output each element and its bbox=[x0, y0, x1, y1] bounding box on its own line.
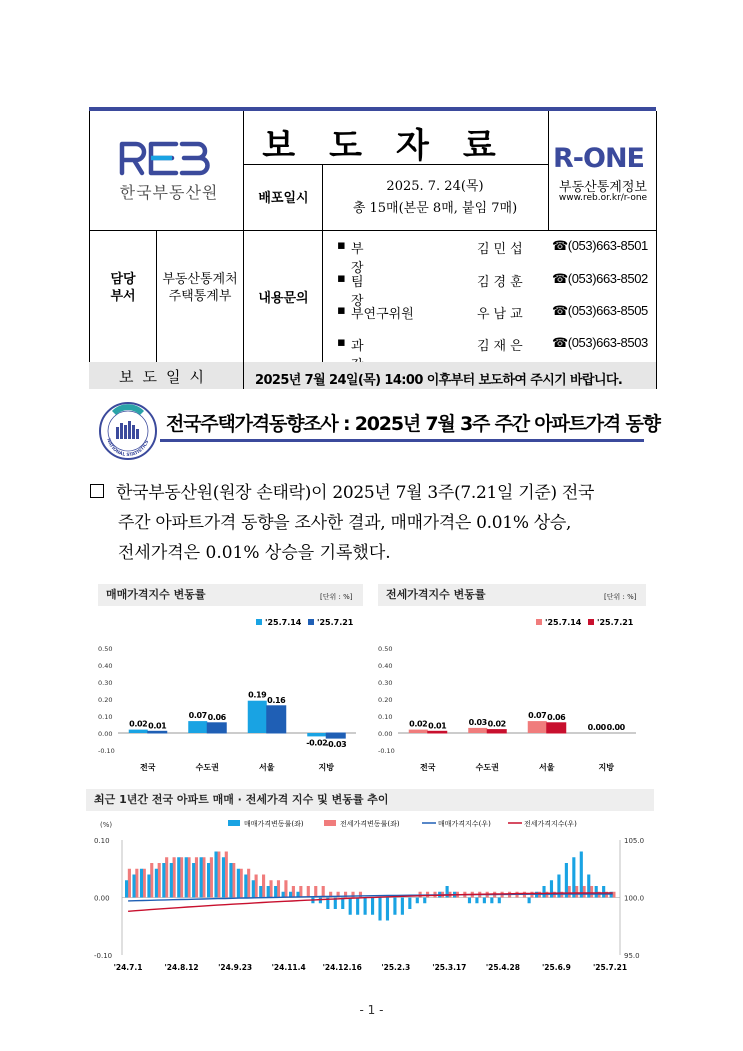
legend-label: 매매가격변동률(좌) bbox=[244, 820, 304, 828]
bar bbox=[148, 731, 167, 733]
sale-rate-bar bbox=[386, 898, 389, 921]
legend-label: '25.7.21 bbox=[317, 618, 354, 627]
y-tick-label: 0.30 bbox=[98, 679, 113, 687]
y-tick-label: 95.0 bbox=[624, 952, 640, 960]
rent-rate-bar bbox=[210, 857, 213, 897]
rent-rate-bar bbox=[158, 863, 161, 898]
x-tick-label: 전국 bbox=[140, 763, 156, 772]
x-tick-label: 전국 bbox=[420, 763, 436, 772]
rent-rate-bar bbox=[255, 875, 258, 898]
y-tick-label: 0.40 bbox=[98, 662, 113, 670]
sale-rate-bar bbox=[319, 898, 322, 904]
sale-rate-bar bbox=[222, 857, 225, 897]
rent-rate-bar bbox=[568, 886, 571, 898]
sale-rate-bar bbox=[267, 886, 270, 898]
bar bbox=[487, 730, 506, 733]
contact-phone[interactable]: ☎(053)663-8505 bbox=[552, 303, 648, 318]
sale-rate-bar bbox=[356, 898, 359, 915]
checkbox-square-icon bbox=[90, 484, 104, 498]
sale-rate-bar bbox=[364, 898, 367, 915]
contact-name: 김경훈 bbox=[477, 275, 527, 290]
contact-role: 과 bbox=[351, 339, 402, 354]
release-date: 2025. 7. 24(목) bbox=[386, 179, 484, 194]
dept-line: 부동산통계처 bbox=[162, 272, 238, 287]
bullet-icon: ▪ bbox=[337, 271, 346, 286]
bar bbox=[428, 731, 447, 733]
contact-role: 부연구위원 bbox=[351, 307, 414, 322]
rent-rate-bar bbox=[173, 857, 176, 897]
headline: 전국주택가격동향조사 : 2025년 7월 3주 주간 아파트가격 동향 bbox=[166, 413, 660, 435]
bar bbox=[207, 723, 226, 733]
legend-swatch bbox=[308, 619, 314, 625]
sale-rate-bar bbox=[393, 898, 396, 915]
data-label: 0.03 bbox=[468, 717, 487, 727]
data-label: 0.02 bbox=[129, 719, 148, 729]
legend-label: '25.7.21 bbox=[597, 618, 634, 627]
rone-name: 부동산통계정보 bbox=[559, 180, 647, 195]
embargo-text: 2025년 7월 24일(목) 14:00 이후부터 보도하여 주시기 바랍니다. bbox=[255, 373, 623, 388]
embargo-label: 보도일시 bbox=[119, 368, 213, 386]
sale-rate-bar bbox=[542, 886, 545, 898]
sale-rate-bar bbox=[378, 898, 381, 921]
sale-rate-bar bbox=[565, 863, 568, 898]
sale-rate-bar bbox=[416, 898, 419, 904]
summary-paragraph bbox=[90, 478, 660, 568]
rent-rate-bar bbox=[269, 880, 272, 897]
y-tick-label: 0.50 bbox=[98, 645, 113, 653]
sale-rate-bar bbox=[162, 863, 165, 898]
rent-rate-bar bbox=[583, 886, 586, 898]
rent-rate-bar bbox=[195, 857, 198, 897]
y-tick-label: 105.0 bbox=[624, 837, 645, 845]
sale-rate-bar bbox=[200, 857, 203, 897]
trend-combo-chart bbox=[86, 815, 656, 975]
y-tick-label: -0.10 bbox=[98, 747, 115, 755]
bullet-icon: ▪ bbox=[337, 238, 346, 253]
legend-swatch bbox=[228, 820, 240, 826]
y-tick-label: 0.20 bbox=[98, 696, 113, 704]
sale-rate-bar bbox=[259, 886, 262, 898]
rent-rate-bar bbox=[135, 869, 138, 898]
contact-name: 우남교 bbox=[477, 307, 527, 322]
sale-rate-bar bbox=[192, 863, 195, 898]
x-tick-label: '24.7.1 bbox=[113, 963, 143, 972]
rent-rate-bar bbox=[307, 886, 310, 898]
sale-rate-bar bbox=[408, 898, 411, 910]
data-label: -0.03 bbox=[325, 740, 347, 750]
rent-rate-bar bbox=[284, 880, 287, 897]
bar bbox=[129, 730, 148, 733]
rone-logo bbox=[552, 143, 650, 173]
contact-name: 김재은 bbox=[477, 339, 527, 354]
contact-phone[interactable]: ☎(053)663-8501 bbox=[552, 238, 648, 253]
x-tick-label: 서울 bbox=[259, 763, 275, 772]
dept-line: 주택통계부 bbox=[168, 289, 232, 304]
rent-rate-bar bbox=[128, 869, 131, 898]
bullet-icon: ▪ bbox=[337, 303, 346, 318]
rent-rate-bar bbox=[299, 886, 302, 898]
chart-title-trend bbox=[86, 789, 654, 811]
data-label: 0.02 bbox=[409, 719, 428, 729]
bullet-icon: ▪ bbox=[337, 335, 346, 350]
sale-rate-bar bbox=[371, 898, 374, 915]
org-name: 한국부동산원 bbox=[119, 183, 219, 202]
sale-rate-bar bbox=[274, 886, 277, 898]
rent-rate-bar bbox=[187, 857, 190, 897]
paragraph-line: 주간 아파트가격 동향을 조사한 결과, 매매가격은 0.01% 상승, bbox=[118, 513, 572, 533]
rent-bar-chart bbox=[378, 612, 648, 777]
data-label: 0.06 bbox=[207, 712, 226, 722]
sale-rate-bar bbox=[446, 886, 449, 898]
x-tick-label: 서울 bbox=[539, 763, 555, 772]
svg-text:REB: REB bbox=[118, 138, 121, 139]
contact-row bbox=[337, 238, 657, 276]
contact-name: 김민섭 bbox=[477, 242, 527, 257]
contact-phone[interactable]: ☎(053)663-8502 bbox=[552, 271, 648, 286]
y-tick-label: -0.10 bbox=[94, 952, 113, 960]
rent-rate-bar bbox=[314, 886, 317, 898]
page-number: - 1 - bbox=[359, 1003, 384, 1017]
sale-rate-bar bbox=[528, 898, 531, 904]
legend-label: '25.7.14 bbox=[265, 618, 302, 627]
data-label: 0.19 bbox=[248, 690, 267, 700]
sale-rate-bar bbox=[490, 898, 493, 904]
headline-rule bbox=[160, 439, 644, 442]
bar bbox=[409, 730, 428, 733]
sale-rate-bar bbox=[550, 880, 553, 897]
sale-rate-bar bbox=[237, 869, 240, 898]
contact-row bbox=[337, 271, 657, 309]
sale-rate-bar bbox=[252, 880, 255, 897]
contact-phone[interactable]: ☎(053)663-8503 bbox=[552, 335, 648, 350]
left-unit: (%) bbox=[100, 821, 113, 829]
rent-rate-bar bbox=[217, 852, 220, 898]
chart-title-text: 매매가격지수 변동률 bbox=[106, 588, 206, 601]
y-tick-label: 100.0 bbox=[624, 894, 645, 903]
y-tick-label: -0.10 bbox=[378, 747, 395, 755]
data-label: -0.02 bbox=[306, 738, 328, 748]
sale-rate-bar bbox=[401, 898, 404, 915]
legend-label: 전세가격지수(우) bbox=[524, 820, 577, 828]
x-tick-label: '24.12.16 bbox=[322, 963, 362, 972]
sale-rate-bar bbox=[147, 875, 150, 898]
sale-rate-bar bbox=[580, 852, 583, 898]
sale-rate-bar bbox=[177, 857, 180, 897]
chart-title-text: 최근 1년간 전국 아파트 매매 · 전세가격 지수 및 변동률 추이 bbox=[94, 793, 389, 806]
y-tick-label: 0.00 bbox=[378, 730, 393, 738]
bar bbox=[248, 701, 267, 733]
rent-rate-bar bbox=[143, 869, 146, 898]
svg-text:R-ONE: R-ONE bbox=[553, 143, 644, 173]
inquiry-label: 내용문의 bbox=[258, 291, 309, 306]
y-tick-label: 0.00 bbox=[98, 730, 113, 738]
sale-bar-chart bbox=[98, 612, 366, 777]
y-tick-label: 0.00 bbox=[94, 894, 110, 903]
contact-row bbox=[337, 303, 657, 323]
sale-rate-bar bbox=[155, 869, 158, 898]
rent-rate-bar bbox=[575, 886, 578, 898]
dept-value bbox=[158, 271, 242, 305]
sale-rate-bar bbox=[572, 857, 575, 897]
table-divider bbox=[548, 111, 549, 230]
data-label: 0.01 bbox=[148, 721, 167, 731]
reb-logo bbox=[118, 138, 210, 176]
data-label: 0.02 bbox=[487, 719, 506, 729]
rent-rate-bar bbox=[262, 875, 265, 898]
bar bbox=[326, 733, 345, 738]
rent-rate-bar bbox=[180, 857, 183, 897]
legend-swatch bbox=[256, 619, 262, 625]
dept-label-text: 담당 부서 bbox=[110, 272, 136, 304]
bar bbox=[547, 723, 566, 733]
bar bbox=[528, 721, 547, 733]
y-tick-label: 0.50 bbox=[378, 645, 393, 653]
chart-unit: [단위 : %] bbox=[604, 593, 637, 601]
rent-rate-bar bbox=[165, 857, 168, 897]
national-statistics-seal-icon bbox=[98, 401, 158, 461]
sale-rate-bar bbox=[125, 880, 128, 897]
rent-rate-bar bbox=[590, 886, 593, 898]
bar bbox=[468, 728, 487, 733]
x-tick-label: 지방 bbox=[598, 763, 614, 772]
page-count: 총 15매(본문 8매, 붙임 7매) bbox=[352, 201, 518, 216]
rent-rate-bar bbox=[202, 857, 205, 897]
data-label: 0.07 bbox=[188, 711, 207, 721]
sale-rate-bar bbox=[595, 886, 598, 898]
contact-row bbox=[337, 335, 657, 355]
rent-rate-bar bbox=[240, 869, 243, 898]
rent-rate-bar bbox=[612, 892, 615, 898]
legend-label: '25.7.14 bbox=[545, 618, 582, 627]
table-border-left bbox=[89, 111, 90, 389]
table-divider bbox=[243, 362, 244, 389]
x-tick-label: 수도권 bbox=[195, 763, 219, 772]
y-tick-label: 0.10 bbox=[378, 713, 393, 721]
x-tick-label: '24.8.12 bbox=[164, 963, 199, 972]
sale-rate-bar bbox=[475, 898, 478, 904]
svg-text:NATIONAL STATISTICS: NATIONAL STATISTICS bbox=[105, 438, 151, 459]
y-tick-label: 0.40 bbox=[378, 662, 393, 670]
sale-rate-bar bbox=[498, 898, 501, 904]
y-tick-label: 0.30 bbox=[378, 679, 393, 687]
sale-rate-bar bbox=[207, 863, 210, 898]
sale-rate-bar bbox=[468, 898, 471, 904]
sale-rate-bar bbox=[602, 886, 605, 898]
table-divider bbox=[89, 230, 656, 231]
rent-rate-bar bbox=[359, 892, 362, 898]
doc-type-title: 보도자료 bbox=[262, 126, 530, 166]
y-tick-label: 0.20 bbox=[378, 696, 393, 704]
data-label: 0.07 bbox=[528, 711, 547, 721]
sale-rate-bar bbox=[132, 875, 135, 898]
x-tick-label: '24.11.4 bbox=[271, 963, 306, 972]
rone-url[interactable]: www.reb.or.kr/r-one bbox=[558, 193, 648, 203]
data-label: 0.01 bbox=[428, 721, 447, 731]
x-tick-label: 수도권 bbox=[475, 763, 499, 772]
sale-rate-bar bbox=[244, 875, 247, 898]
rent-rate-bar bbox=[277, 880, 280, 897]
legend-swatch bbox=[536, 619, 542, 625]
rent-rate-bar bbox=[150, 863, 153, 898]
bar bbox=[307, 733, 326, 736]
data-label: 0.06 bbox=[547, 712, 566, 722]
legend-swatch bbox=[588, 619, 594, 625]
bar bbox=[267, 706, 286, 733]
release-label: 배포일시 bbox=[258, 191, 309, 206]
rent-rate-bar bbox=[292, 886, 295, 898]
sale-rate-bar bbox=[349, 898, 352, 915]
paragraph-line: 전세가격은 0.01% 상승을 기록했다. bbox=[118, 543, 391, 563]
y-tick-label: 0.10 bbox=[98, 713, 113, 721]
sale-rate-bar bbox=[483, 898, 486, 904]
sale-rate-bar bbox=[423, 898, 426, 904]
release-info bbox=[323, 176, 547, 220]
x-tick-label: '25.6.9 bbox=[542, 963, 571, 972]
sale-rate-bar bbox=[229, 863, 232, 898]
legend-swatch bbox=[324, 820, 336, 826]
x-tick-label: 지방 bbox=[318, 763, 334, 772]
x-tick-label: '25.4.28 bbox=[485, 963, 520, 972]
sale-rate-bar bbox=[170, 863, 173, 898]
rent-rate-bar bbox=[247, 869, 250, 898]
legend-label: 전세가격변동률(좌) bbox=[340, 820, 400, 828]
table-divider bbox=[156, 230, 157, 362]
rent-rate-bar bbox=[225, 852, 228, 898]
x-tick-label: '25.7.21 bbox=[592, 963, 628, 972]
x-tick-label: '25.2.3 bbox=[381, 963, 411, 972]
sale-rate-bar bbox=[140, 869, 143, 898]
paragraph-line bbox=[90, 478, 660, 508]
data-label: 0.00 bbox=[587, 723, 606, 732]
chart-unit: [단위 : %] bbox=[320, 593, 353, 601]
table-divider bbox=[243, 111, 244, 389]
sale-rate-bar bbox=[214, 852, 217, 898]
contact-role: 팀 장 bbox=[351, 275, 402, 309]
rent-rate-bar bbox=[232, 863, 235, 898]
chart-title-text: 전세가격지수 변동률 bbox=[386, 588, 486, 601]
x-tick-label: '25.3.17 bbox=[432, 963, 467, 972]
sale-rate-bar bbox=[185, 857, 188, 897]
data-label: 0.00 bbox=[606, 723, 625, 732]
bar bbox=[188, 721, 207, 733]
paragraph-text: 한국부동산원(원장 손태락)이 2025년 7월 3주(7.21일 기준) 전국 bbox=[116, 483, 595, 503]
contact-role: 부 장 bbox=[351, 242, 402, 276]
y-tick-label: 0.10 bbox=[94, 837, 110, 845]
legend-label: 매매가격지수(우) bbox=[438, 820, 491, 828]
data-label: 0.16 bbox=[267, 695, 286, 705]
x-tick-label: '24.9.23 bbox=[218, 963, 253, 972]
dept-label bbox=[93, 271, 153, 305]
